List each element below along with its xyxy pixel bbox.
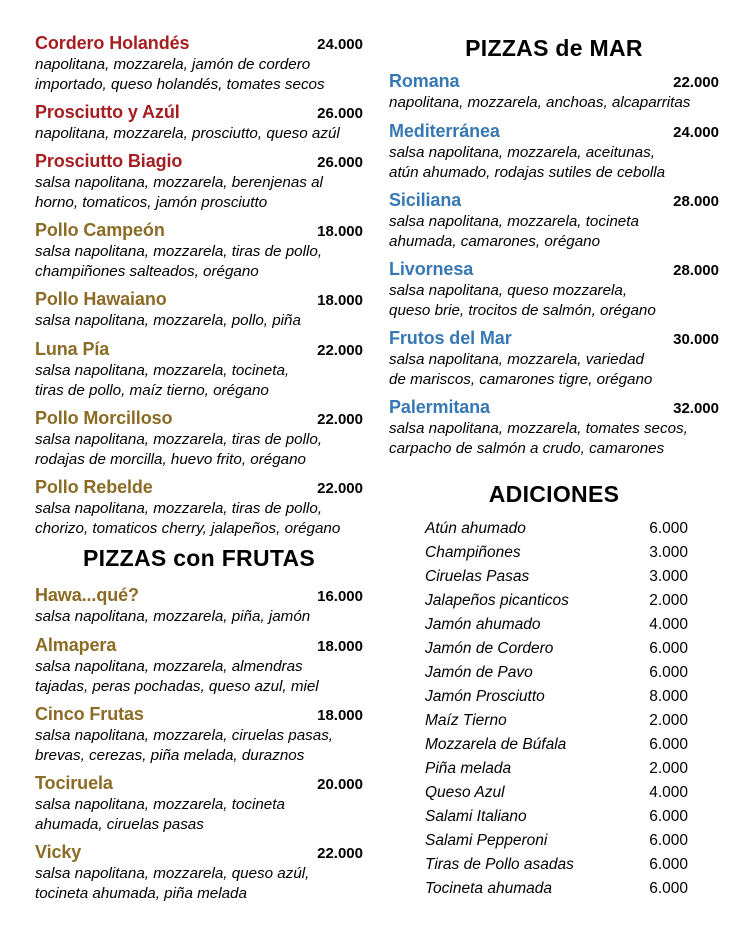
- item-description: tajadas, peras pochadas, queso azul, miel: [35, 678, 319, 695]
- item-description: chorizo, tomaticos cherry, jalapeños, orégano: [35, 520, 341, 537]
- menu-item-luna-pia: [35, 339, 363, 401]
- item-description: salsa napolitana, queso mozzarela,: [389, 282, 628, 299]
- item-description: salsa napolitana, mozzarela, ciruelas pasas,: [35, 727, 334, 744]
- item-description: salsa napolitana, mozzarela, tocineta: [35, 796, 285, 813]
- addition-name: Mozzarela de Búfala: [425, 736, 567, 753]
- menu-item-siciliana: [389, 190, 719, 252]
- addition-row: [425, 544, 688, 568]
- addition-price: 3.000: [649, 568, 688, 585]
- item-price: 16.000: [317, 588, 363, 605]
- item-name: Vicky: [35, 842, 82, 862]
- addition-row: [425, 784, 688, 808]
- item-description: horno, tomaticos, jamón prosciutto: [35, 194, 268, 211]
- item-price: 24.000: [317, 36, 363, 53]
- addition-row: [425, 592, 688, 616]
- item-price: 26.000: [317, 154, 363, 171]
- item-description: champiñones salteados, orégano: [35, 263, 259, 280]
- addition-name: Queso Azul: [425, 784, 505, 801]
- item-description: salsa napolitana, mozzarela, tomates secos,: [389, 420, 688, 437]
- item-price: 20.000: [317, 776, 363, 793]
- menu-item-pollo-campeon: [35, 220, 363, 282]
- addition-row: [425, 664, 688, 688]
- menu-item-livornesa: [389, 259, 719, 321]
- addition-row: [425, 880, 688, 904]
- item-price: 28.000: [673, 262, 719, 279]
- addition-name: Salami Pepperoni: [425, 832, 548, 849]
- item-description: salsa napolitana, mozzarela, tocineta,: [35, 362, 290, 379]
- item-name: Prosciutto y Azúl: [35, 102, 180, 122]
- item-price: 32.000: [673, 400, 719, 417]
- addition-row: [425, 640, 688, 664]
- menu-item-cinco-frutas: [35, 704, 363, 766]
- menu-item-pollo-morcilloso: [35, 408, 363, 470]
- item-price: 22.000: [673, 74, 719, 91]
- item-description: napolitana, mozzarela, anchoas, alcaparritas: [389, 94, 691, 111]
- addition-row: [425, 736, 688, 760]
- addition-name: Piña melada: [425, 760, 512, 777]
- addition-row: [425, 712, 688, 736]
- addition-name: Champiñones: [425, 544, 521, 561]
- item-description: salsa napolitana, mozzarela, variedad: [389, 351, 644, 368]
- item-description: salsa napolitana, mozzarela, tiras de pollo,: [35, 500, 323, 517]
- addition-row: [425, 808, 688, 832]
- menu-item-pollo-hawaiano: [35, 289, 363, 331]
- addition-price: 3.000: [649, 544, 688, 561]
- item-description: salsa napolitana, mozzarela, tocineta: [389, 213, 639, 230]
- addition-name: Jamón Prosciutto: [425, 688, 545, 705]
- menu-item-pollo-rebelde: [35, 477, 363, 539]
- section-title-mar: PIZZAS de MAR: [465, 35, 643, 61]
- addition-row: [425, 616, 688, 640]
- addition-name: Atún ahumado: [425, 520, 526, 537]
- item-description: importado, queso holandés, tomates secos: [35, 76, 325, 93]
- item-name: Cordero Holandés: [35, 33, 190, 53]
- item-description: salsa napolitana, mozzarela, tiras de pollo,: [35, 431, 323, 448]
- item-price: 30.000: [673, 331, 719, 348]
- item-description: tocineta ahumada, piña melada: [35, 885, 247, 902]
- item-name: Livornesa: [389, 259, 474, 279]
- item-name: Romana: [389, 71, 460, 91]
- addition-name: Tocineta ahumada: [425, 880, 552, 897]
- item-name: Pollo Rebelde: [35, 477, 153, 497]
- addition-name: Jamón ahumado: [425, 616, 541, 633]
- addition-name: Jalapeños picanticos: [425, 592, 569, 609]
- addition-price: 6.000: [649, 832, 688, 849]
- menu-item-mediterranea: [389, 121, 719, 183]
- item-description: brevas, cerezas, piña melada, duraznos: [35, 747, 305, 764]
- menu-item-palermitana: [389, 397, 719, 459]
- addition-row: [425, 568, 688, 592]
- item-description: salsa napolitana, mozzarela, piña, jamón: [35, 608, 311, 625]
- item-description: salsa napolitana, mozzarela, queso azúl,: [35, 865, 310, 882]
- addition-price: 2.000: [649, 760, 688, 777]
- item-description: salsa napolitana, mozzarela, tiras de pollo,: [35, 243, 323, 260]
- addition-row: [425, 520, 688, 544]
- addition-row: [425, 688, 688, 712]
- item-description: ahumada, ciruelas pasas: [35, 816, 204, 833]
- addition-price: 4.000: [649, 784, 688, 801]
- addition-price: 2.000: [649, 712, 688, 729]
- item-name: Palermitana: [389, 397, 490, 417]
- menu-item-almapera: [35, 635, 363, 697]
- addition-name: Salami Italiano: [425, 808, 527, 825]
- item-name: Pollo Hawaiano: [35, 289, 167, 309]
- addition-row: [425, 832, 688, 856]
- item-description: napolitana, mozzarela, prosciutto, queso azúl: [35, 125, 340, 142]
- item-description: queso brie, trocitos de salmón, orégano: [389, 302, 656, 319]
- item-name: Hawa...qué?: [35, 585, 139, 605]
- menu-item-romana: [389, 71, 719, 113]
- addition-price: 6.000: [649, 664, 688, 681]
- addition-price: 6.000: [649, 808, 688, 825]
- item-description: atún ahumado, rodajas sutiles de cebolla: [389, 164, 666, 181]
- item-name: Almapera: [35, 635, 117, 655]
- item-price: 22.000: [317, 342, 363, 359]
- item-name: Mediterránea: [389, 121, 500, 141]
- item-description: ahumada, camarones, orégano: [389, 233, 601, 250]
- item-price: 22.000: [317, 480, 363, 497]
- addition-row: [425, 856, 688, 880]
- item-name: Frutos del Mar: [389, 328, 512, 348]
- item-description: salsa napolitana, mozzarela, pollo, piña: [35, 312, 301, 329]
- section-title-adiciones: ADICIONES: [488, 481, 620, 507]
- item-name: Luna Pía: [35, 339, 110, 359]
- section-title-frutas: PIZZAS con FRUTAS: [82, 545, 316, 571]
- item-description: rodajas de morcilla, huevo frito, orégano: [35, 451, 306, 468]
- addition-price: 6.000: [649, 880, 688, 897]
- item-description: carpacho de salmón a crudo, camarones: [389, 440, 665, 457]
- item-description: salsa napolitana, mozzarela, aceitunas,: [389, 144, 655, 161]
- item-price: 18.000: [317, 292, 363, 309]
- item-description: salsa napolitana, mozzarela, berenjenas al: [35, 174, 323, 191]
- menu-item-frutos-del-mar: [389, 328, 719, 390]
- item-price: 18.000: [317, 707, 363, 724]
- item-price: 28.000: [673, 193, 719, 210]
- item-name: Tociruela: [35, 773, 113, 793]
- item-name: Pollo Morcilloso: [35, 408, 173, 428]
- addition-price: 6.000: [649, 856, 688, 873]
- addition-name: Jamón de Cordero: [425, 640, 554, 657]
- addition-price: 4.000: [649, 616, 688, 633]
- item-name: Siciliana: [389, 190, 462, 210]
- item-price: 22.000: [317, 845, 363, 862]
- addition-name: Jamón de Pavo: [425, 664, 533, 681]
- item-name: Pollo Campeón: [35, 220, 165, 240]
- item-price: 26.000: [317, 105, 363, 122]
- addition-price: 2.000: [649, 592, 688, 609]
- item-price: 24.000: [673, 124, 719, 141]
- menu-item-prosciutto-y-azul: [35, 102, 363, 144]
- item-price: 22.000: [317, 411, 363, 428]
- menu-item-tociruela: [35, 773, 363, 835]
- menu-item-cordero-holandes: [35, 33, 363, 95]
- addition-price: 6.000: [649, 520, 688, 537]
- item-description: tiras de pollo, maíz tierno, orégano: [35, 382, 269, 399]
- item-description: napolitana, mozzarela, jamón de cordero: [35, 56, 311, 73]
- item-name: Cinco Frutas: [35, 704, 144, 724]
- addition-name: Maíz Tierno: [425, 712, 507, 729]
- menu-item-prosciutto-biagio: [35, 151, 363, 213]
- addition-row: [425, 760, 688, 784]
- addition-price: 8.000: [649, 688, 688, 705]
- item-description: salsa napolitana, mozzarela, almendras: [35, 658, 303, 675]
- item-price: 18.000: [317, 638, 363, 655]
- item-name: Prosciutto Biagio: [35, 151, 183, 171]
- item-price: 18.000: [317, 223, 363, 240]
- menu-item-vicky: [35, 842, 363, 904]
- addition-price: 6.000: [649, 736, 688, 753]
- item-description: de mariscos, camarones tigre, orégano: [389, 371, 653, 388]
- addition-name: Ciruelas Pasas: [425, 568, 530, 585]
- addition-price: 6.000: [649, 640, 688, 657]
- addition-name: Tiras de Pollo asadas: [425, 856, 574, 873]
- menu-item-hawa-que: [35, 585, 363, 627]
